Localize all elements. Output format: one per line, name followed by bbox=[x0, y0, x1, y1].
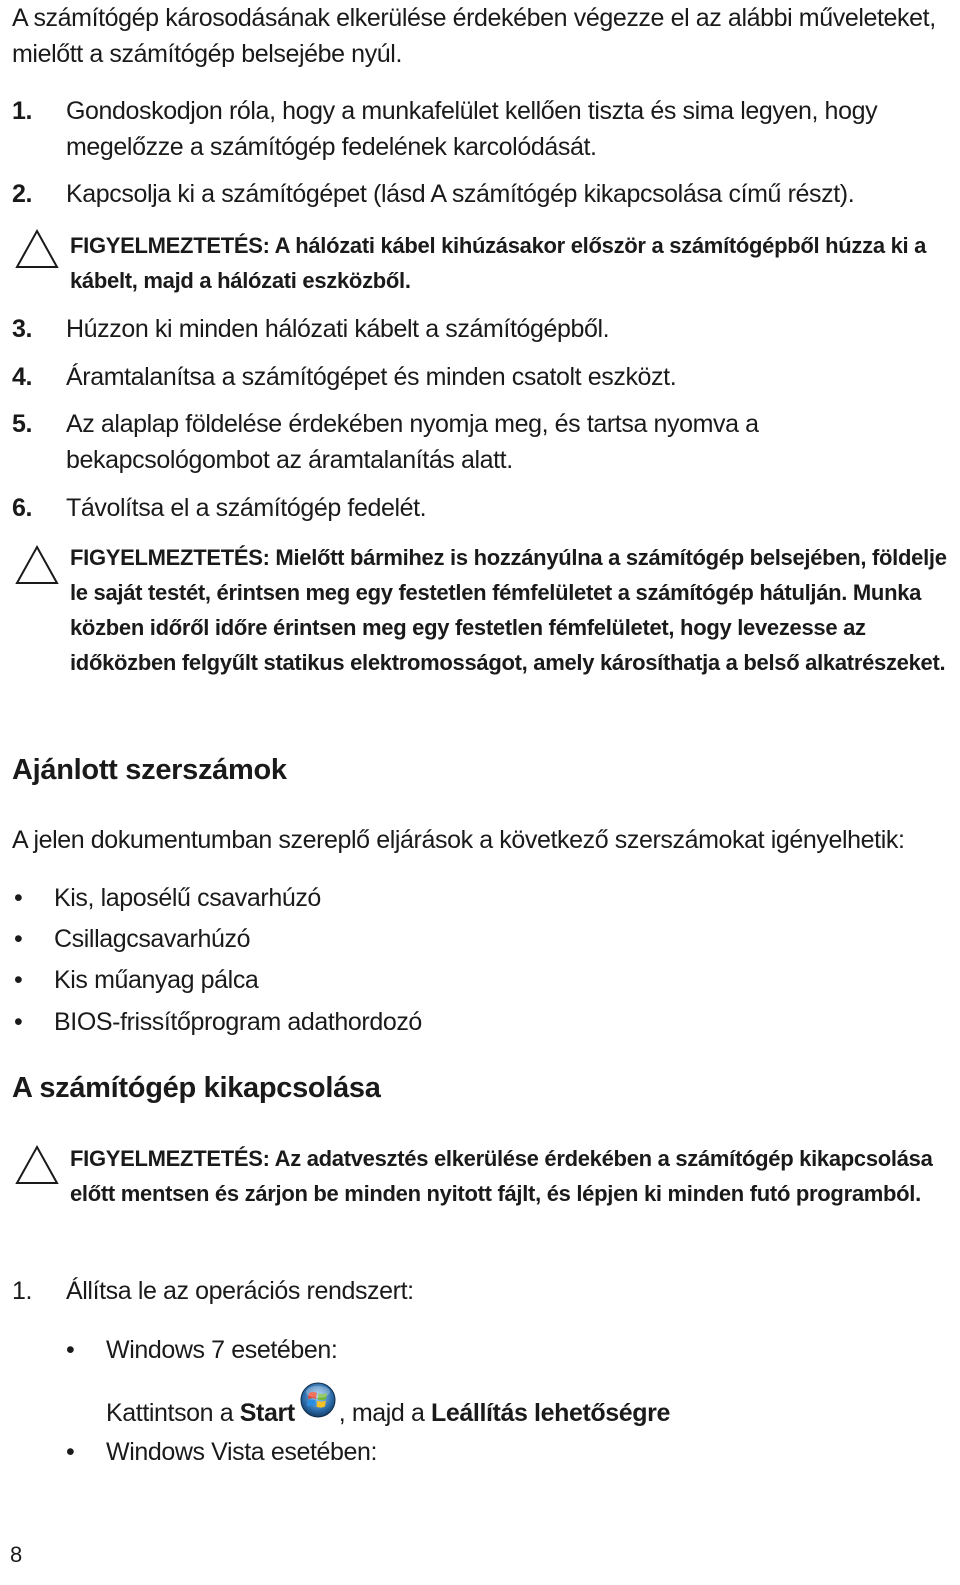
step-3 bbox=[12, 311, 947, 347]
windows-start-orb-icon bbox=[299, 1381, 337, 1419]
step-text: Állítsa le az operációs rendszert: bbox=[66, 1277, 414, 1305]
instruction-text: Kattintson a bbox=[106, 1399, 234, 1427]
list-item-text: Csillagcsavarhúzó bbox=[54, 925, 251, 953]
step-2 bbox=[12, 176, 947, 212]
step-text: Távolítsa el a számítógép fedelét. bbox=[66, 494, 427, 522]
instruction-text: , majd a bbox=[338, 1399, 425, 1427]
list-item bbox=[12, 962, 258, 998]
list-item-text: BIOS-frissítőprogram adathordozó bbox=[54, 1008, 422, 1036]
page-number: 8 bbox=[10, 1542, 23, 1567]
list-item-windows-vista bbox=[66, 1434, 377, 1470]
step-text: Gondoskodjon róla, hogy a munkafelület kellően tiszta és sima legyen, hogy megelőzze a számítógép fedelének karcolódását. bbox=[66, 97, 878, 161]
warning-triangle-icon bbox=[14, 544, 60, 586]
warning-box bbox=[12, 1141, 952, 1211]
bullet-glyph: • bbox=[66, 1438, 75, 1466]
step-number: 3. bbox=[12, 315, 33, 343]
warning-triangle-icon bbox=[14, 1144, 60, 1186]
list-item-text: Windows Vista esetében: bbox=[106, 1438, 378, 1466]
section-heading-tools: Ajánlott szerszámok bbox=[12, 754, 287, 786]
intro-paragraph: A számítógép károsodásának elkerülése érdekében végezze el az alábbi műveleteket, mielőtt a számítógép belsejébe nyúl. bbox=[12, 4, 936, 68]
bullet-glyph: • bbox=[14, 966, 23, 994]
step-number: 2. bbox=[12, 180, 33, 208]
warning-triangle-icon bbox=[14, 228, 60, 270]
warning-box bbox=[12, 228, 952, 298]
step-number: 1. bbox=[12, 97, 33, 125]
windows7-instruction bbox=[106, 1391, 670, 1431]
bullet-glyph: • bbox=[14, 884, 23, 912]
warning-box bbox=[12, 540, 952, 680]
bullet-glyph: • bbox=[66, 1336, 75, 1364]
tools-intro: A jelen dokumentumban szereplő eljárások a következő szerszámokat igényelhetik: bbox=[12, 826, 905, 854]
step-6 bbox=[12, 490, 947, 526]
step-text: Áramtalanítsa a számítógépet és minden csatolt eszközt. bbox=[66, 363, 677, 391]
section-heading-shutdown: A számítógép kikapcsolása bbox=[12, 1072, 381, 1104]
bullet-glyph: • bbox=[14, 925, 23, 953]
step-number: 5. bbox=[12, 410, 33, 438]
shutdown-option-label: Leállítás lehetőségre bbox=[431, 1399, 670, 1427]
warning-text: FIGYELMEZTETÉS: Az adatvesztés elkerülése érdekében a számítógép kikapcsolása előtt mentsen és zárjon be minden nyitott fájlt, és lépjen ki minden futó programból. bbox=[70, 1146, 933, 1206]
start-label: Start bbox=[239, 1399, 295, 1427]
bullet-glyph: • bbox=[14, 1008, 23, 1036]
list-item bbox=[12, 880, 321, 916]
step-number: 6. bbox=[12, 494, 33, 522]
step-1 bbox=[12, 93, 947, 165]
step-text: Húzzon ki minden hálózati kábelt a számítógépből. bbox=[66, 315, 610, 343]
step-5 bbox=[12, 406, 947, 478]
list-item bbox=[12, 921, 250, 957]
list-item-text: Kis, laposélű csavarhúzó bbox=[54, 884, 321, 912]
step-number: 1. bbox=[12, 1277, 33, 1305]
list-item-windows7 bbox=[66, 1332, 337, 1368]
shutdown-step-1 bbox=[12, 1273, 947, 1309]
step-text: Az alaplap földelése érdekében nyomja meg, és tartsa nyomva a bekapcsológombot az áramtalanítás alatt. bbox=[66, 410, 759, 474]
list-item bbox=[12, 1004, 422, 1040]
step-4 bbox=[12, 359, 947, 395]
list-item-text: Kis műanyag pálca bbox=[54, 966, 259, 994]
warning-text: FIGYELMEZTETÉS: A hálózati kábel kihúzásakor először a számítógépből húzza ki a kábelt, majd a hálózati eszközből. bbox=[70, 233, 927, 293]
step-text: Kapcsolja ki a számítógépet (lásd A számítógép kikapcsolása című részt). bbox=[66, 180, 855, 208]
warning-text: FIGYELMEZTETÉS: Mielőtt bármihez is hozzányúlna a számítógép belsejében, földelje le saját testét, érintsen meg egy festetlen fémfelületet a számítógép hátulján. Munka közben időről időre érintsen meg egy festetlen fémfelületet, hogy levezesse az időközben felgyűlt statikus elektromosságot, amely károsíthatja a belső alkatrészeket. bbox=[70, 545, 947, 675]
list-item-text: Windows 7 esetében: bbox=[106, 1336, 338, 1364]
step-number: 4. bbox=[12, 363, 33, 391]
